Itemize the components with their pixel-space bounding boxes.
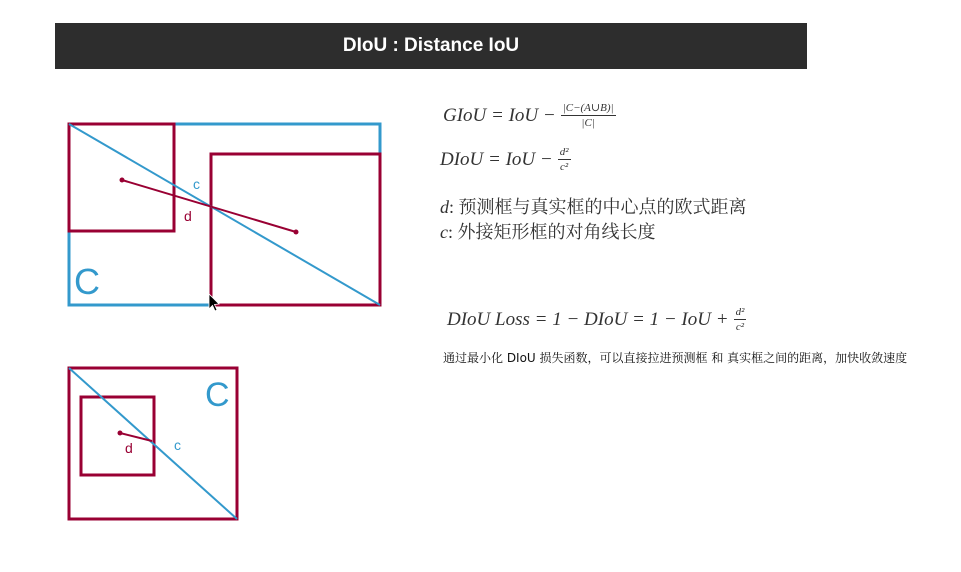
note-d-text: 预测框与真实框的中心点的欧式距离: [458, 197, 747, 217]
label-c-large: C: [74, 261, 100, 302]
label-c-small-2: c: [174, 437, 181, 453]
label-c-small: c: [193, 176, 200, 192]
giou-lhs: GIoU = IoU −: [443, 104, 556, 126]
note-d-var: d: [440, 197, 449, 217]
label-d-2: d: [125, 440, 133, 456]
loss-fraction: [734, 306, 747, 333]
giou-formula: [443, 102, 616, 129]
mouse-cursor-icon: [209, 294, 219, 311]
note-c-text: 外接矩形框的对角线长度: [457, 222, 656, 242]
loss-lhs: DIoU Loss = 1 − DIoU = 1 − IoU +: [447, 308, 729, 330]
note-c-var: c: [440, 222, 448, 242]
note-c: [440, 218, 656, 244]
diou-lhs: DIoU = IoU −: [440, 148, 553, 170]
note-c-sep: :: [448, 222, 454, 242]
page-title: DIoU : Distance IoU: [342, 35, 520, 56]
label-d: d: [184, 208, 192, 224]
box-inner-2: [81, 397, 154, 475]
diou-formula: [440, 146, 571, 173]
diagram-2: [69, 368, 237, 519]
diagonal-line-c: [69, 124, 380, 305]
note-d: [440, 193, 747, 219]
box-b: [211, 154, 380, 305]
diou-loss-formula: [447, 306, 746, 333]
center-point-a: [120, 178, 125, 183]
giou-numerator: |C−(A∪B)|: [562, 102, 614, 114]
center-distance-line-d: [122, 180, 296, 232]
center-point-2: [118, 431, 123, 436]
diou-fraction: [558, 146, 571, 173]
loss-numerator: d²: [735, 306, 745, 318]
giou-denominator: |C|: [581, 117, 595, 129]
label-c-large-2: C: [205, 376, 230, 414]
note-d-sep: :: [449, 197, 455, 217]
description-text: 通过最小化 DIoU 损失函数，可以直接拉进预测框 和 真实框之间的距离，加快收敛速度: [443, 351, 908, 365]
diou-numerator: d²: [559, 146, 569, 158]
box-a: [69, 124, 174, 231]
loss-denominator: c²: [735, 321, 745, 333]
center-point-b: [294, 230, 299, 235]
diagram-1: [69, 124, 380, 311]
giou-fraction: [561, 102, 616, 129]
diou-denominator: c²: [560, 161, 569, 173]
